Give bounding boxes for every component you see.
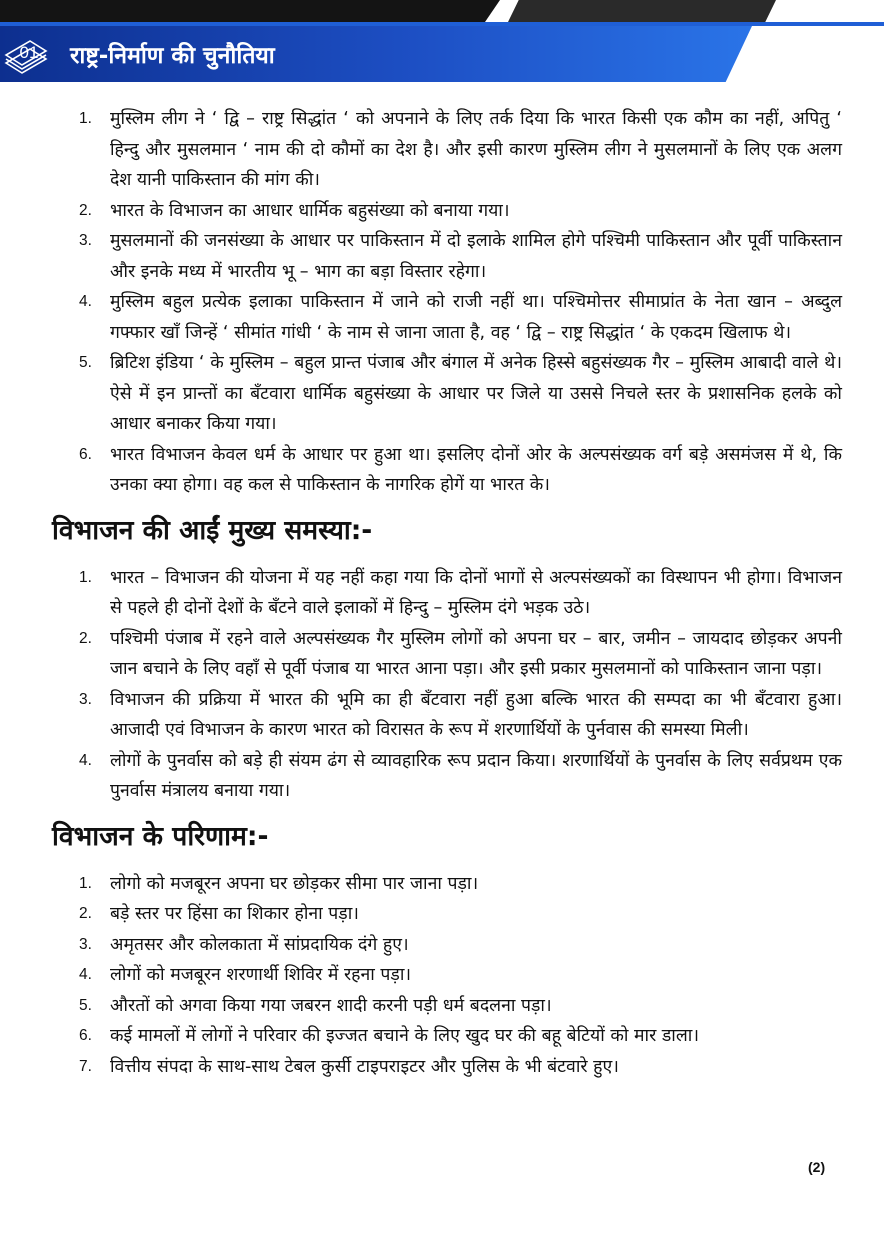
- list-item-text: ब्रिटिश इंडिया ‘ के मुस्लिम – बहुल प्रान्त पंजाब और बंगाल में अनेक हिस्से बहुसंख्यक गैर – मुस्लिम आबादी वाले थे। ऐसे में इन प्रान्तों का बँटवारा धार्मिक बहुसंख्या के आधार पर जिले या उससे निचले स्तर के प्रशासनिक हलके को आधार बनाकर किया गया।: [110, 353, 842, 434]
- list-item: [52, 1021, 842, 1052]
- problems-list: [52, 563, 842, 807]
- list-item-text: लोगों को मजबूरन शरणार्थी शिविर में रहना पड़ा।: [110, 965, 412, 985]
- list-item-number: 3.: [79, 935, 92, 953]
- list-item-text: भारत के विभाजन का आधार धार्मिक बहुसंख्या को बनाया गया।: [110, 200, 510, 221]
- list-item-text: पश्चिमी पंजाब में रहने वाले अल्पसंख्यक गैर मुस्लिम लोगों को अपना घर – बार, जमीन – जायदाद छोड़कर अपनी जान बचाने के लिए वहाँ से पूर्वी पंजाब या भारत आना पड़ा। और इसी प्रकार मुसलमानों को पाकिस्तान जाना पड़ा।: [110, 628, 842, 679]
- list-item-text: भारत विभाजन केवल धर्म के आधार पर हुआ था। इसलिए दोनों ओर के अल्पसंख्यक वर्ग बड़े असमंजस में थे, कि उनका क्या होगा। वह कल से पाकिस्तान के नागरिक होगें या भारत के।: [110, 444, 842, 495]
- section-heading-results: विभाजन के परिणाम:-: [52, 820, 269, 852]
- list-item: [52, 930, 842, 961]
- list-item: [52, 685, 842, 746]
- list-item-text: औरतों को अगवा किया गया जबरन शादी करनी पड़ी धर्म बदलना पड़ा।: [110, 995, 552, 1016]
- list-item: [52, 104, 842, 196]
- list-item-number: 1.: [79, 568, 92, 586]
- list-item-text: कई मामलों में लोगों ने परिवार की इज्जत बचाने के लिए खुद घर की बहू बेटियों को मार डाला।: [110, 1026, 700, 1046]
- header-decoration-dark: [0, 0, 500, 22]
- list-item-number: 5.: [79, 354, 92, 371]
- list-item: [52, 899, 842, 930]
- results-list: [52, 869, 842, 1083]
- list-item-number: 6.: [79, 1027, 92, 1044]
- list-item-number: 2.: [79, 201, 92, 219]
- list-item-number: 7.: [79, 1057, 92, 1075]
- list-item-number: 3.: [79, 690, 92, 708]
- list-item-number: 4.: [79, 293, 92, 310]
- list-item-text: लोगों के पुनर्वास को बड़े ही संयम ढंग से व्यावहारिक रूप प्रदान किया। शरणार्थियों के पुनर्वास के लिए सर्वप्रथम एक पुनर्वास मंत्रालय बनाया गया।: [110, 750, 842, 801]
- list-item-number: 3.: [79, 232, 92, 249]
- header-blue-band: [0, 22, 884, 26]
- list-item: [52, 196, 842, 227]
- list-item-text: मुस्लिम लीग ने ‘ द्वि – राष्ट्र सिद्धांत ‘ को अपनाने के लिए तर्क दिया कि भारत किसी एक कौम का नहीं, अपितु ‘ हिन्दु और मुसलमान ‘ नाम की दो कौमों का देश है। और इसी कारण मुस्लिम लीग ने मुसलमानों के लिए एक अलग देश यानी पाकिस्तान की मांग की।: [110, 109, 842, 190]
- list-item: [52, 960, 842, 991]
- list-item-text: मुसलमानों की जनसंख्या के आधार पर पाकिस्तान में दो इलाके शामिल होगे पश्चिमी पाकिस्तान और पूर्वी पाकिस्तान और इनके मध्य में भारतीय भू – भाग का बड़ा विस्तार रहेगा।: [110, 231, 842, 282]
- list-item-number: 5.: [79, 996, 92, 1014]
- page-number: (2): [808, 1159, 826, 1175]
- list-item-text: लोगो को मजबूरन अपना घर छोड़कर सीमा पार जाना पड़ा।: [110, 873, 479, 894]
- list-item-number: 1.: [79, 110, 92, 127]
- list-item-number: 4.: [79, 751, 92, 769]
- section-heading-problems: विभाजन की आईं मुख्य समस्या:-: [52, 514, 373, 546]
- chapter-number: 01: [19, 43, 39, 62]
- header-decoration-dark-right: [508, 0, 776, 22]
- page-content: [52, 104, 842, 1082]
- list-item: [52, 563, 842, 624]
- list-item-text: भारत – विभाजन की योजना में यह नहीं कहा गया कि दोनों भागों से अल्पसंख्यकों का विस्थापन भी होगा। विभाजन से पहले ही दोनों देशों के बँटने वाले इलाकों में हिन्दु – मुस्लिम दंगे भड़क उठे।: [110, 567, 842, 618]
- list-item: [52, 1052, 842, 1083]
- list-item: [52, 287, 842, 348]
- list-item-text: अमृतसर और कोलकाता में सांप्रदायिक दंगे हुए।: [110, 934, 409, 955]
- intro-list: [52, 104, 842, 501]
- list-item-number: 6.: [79, 445, 92, 463]
- list-item-number: 4.: [79, 966, 92, 983]
- list-item: [52, 440, 842, 501]
- list-item-text: विभाजन की प्रक्रिया में भारत की भूमि का ही बँटवारा नहीं हुआ बल्कि भारत की सम्पदा का भी बँटवारा हुआ। आजादी एवं विभाजन के कारण भारत को विरासत के रूप में शरणार्थियों के पुर्नवास की समस्या मिली।: [110, 689, 842, 740]
- chapter-title: राष्ट्र-निर्माण की चुनौतिया: [70, 43, 275, 69]
- list-item: [52, 869, 842, 900]
- list-item-text: वित्तीय संपदा के साथ-साथ टेबल कुर्सी टाइपराइटर और पुलिस के भी बंटवारे हुए।: [110, 1056, 619, 1077]
- list-item: [52, 991, 842, 1022]
- list-item-number: 1.: [79, 874, 92, 892]
- list-item: [52, 226, 842, 287]
- list-item-text: मुस्लिम बहुल प्रत्येक इलाका पाकिस्तान में जाने को राजी नहीं था। पश्चिमोत्तर सीमाप्रांत के नेता खान – अब्दुल गफ्फार खाँ जिन्हें ‘ सीमांत गांधी ‘ के नाम से जाना जाता है, वह ‘ द्वि – राष्ट्र सिद्धांत ‘ के एकदम खिलाफ थे।: [110, 292, 842, 343]
- list-item-number: 2.: [79, 905, 92, 922]
- list-item: [52, 624, 842, 685]
- list-item-text: बड़े स्तर पर हिंसा का शिकार होना पड़ा।: [110, 904, 359, 924]
- list-item: [52, 348, 842, 440]
- list-item: [52, 746, 842, 807]
- list-item-number: 2.: [79, 629, 92, 647]
